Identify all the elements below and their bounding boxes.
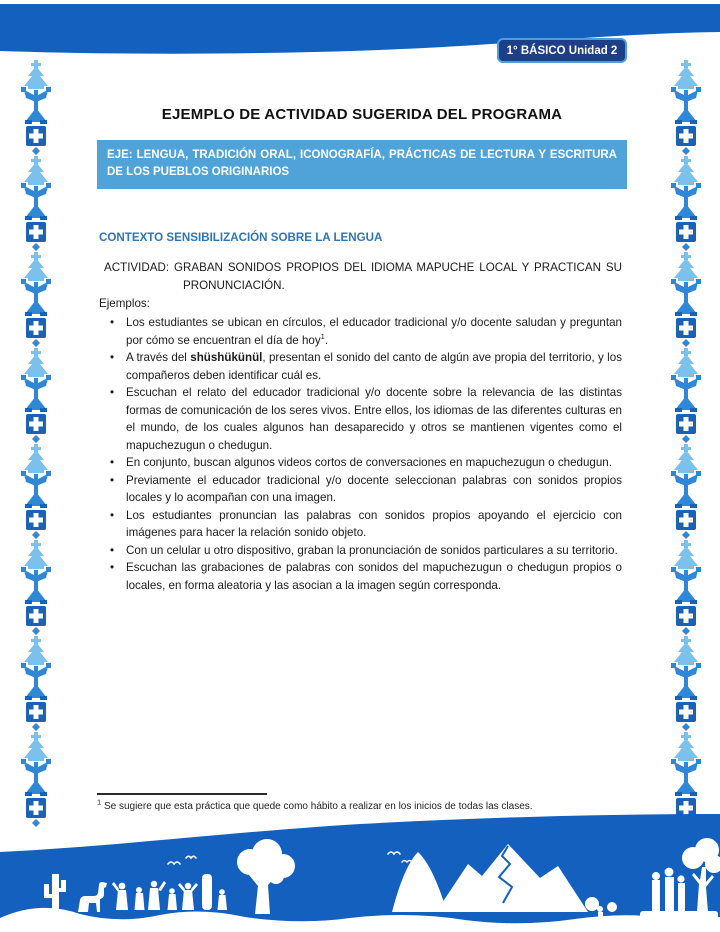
footnote-number: 1 xyxy=(97,797,102,807)
footnote-text: Se sugiere que esta práctica que quede como hábito a realizar en los inicios de todas las clases. xyxy=(101,801,533,812)
list-item-text: Escuchan las grabaciones de palabras con sonidos del mapuchezugun o chedugun propios o locales, en forma aleatoria y las asocian a la imagen según corresponda. xyxy=(126,561,622,592)
list-item xyxy=(104,472,622,507)
activity-line1: ACTIVIDAD: GRABAN SONIDOS PROPIOS DEL IDIOMA MAPUCHE LOCAL Y PRACTICAN SU xyxy=(104,261,622,274)
eje-banner xyxy=(97,140,627,189)
left-border-pattern xyxy=(16,60,56,830)
bullet-marker: • xyxy=(110,508,115,522)
list-item-text: A través del shüshükünül, presentan el sonido del canto de algún ave propia del territorio, y los compañeros deben identificar cuál es. xyxy=(126,351,622,382)
list-item xyxy=(104,314,622,349)
list-item xyxy=(104,454,622,472)
list-item xyxy=(104,542,622,560)
unit-badge xyxy=(497,38,627,63)
activity-line2: PRONUNCIACIÓN. xyxy=(183,278,285,292)
bullet-marker: • xyxy=(110,456,115,469)
list-item xyxy=(104,559,622,594)
eje-banner-text: EJE: LENGUA, TRADICIÓN ORAL, ICONOGRAFÍA, PRÁCTICAS DE LECTURA Y ESCRITURA DE LOS PUEBLOS ORIGINARIOS xyxy=(107,149,617,178)
bullet-marker: • xyxy=(110,351,115,364)
examples-list xyxy=(104,314,622,594)
unit-badge-label: 1° BÁSICO Unidad 2 xyxy=(506,44,618,57)
list-item xyxy=(104,507,622,542)
list-item-text: Los estudiantes se ubican en círculos, el educador tradicional y/o docente saludan y preguntan por cómo se encuentran el día de hoy$^1$. xyxy=(126,316,622,347)
footer-landscape-art xyxy=(0,812,720,932)
bullet-marker: • xyxy=(110,316,115,329)
footnote xyxy=(97,797,625,812)
context-heading: CONTEXTO SENSIBILIZACIÓN SOBRE LA LENGUA xyxy=(99,231,383,244)
list-item xyxy=(104,384,622,454)
list-item xyxy=(104,349,622,384)
bullet-marker: • xyxy=(110,561,115,574)
list-item-text: En conjunto, buscan algunos videos cortos de conversaciones en mapuchezugun o chedugun. xyxy=(126,456,612,469)
list-item-text: Los estudiantes pronuncian las palabras con sonidos propios apoyando el ejercicio con imágenes para hacer la relación sonido objeto. xyxy=(126,508,622,539)
list-item-text: Escuchan el relato del educador tradicional y/o docente sobre la relevancia de las distintas formas de comunicación de los seres vivos. Entre ellos, los idiomas de las diferentes culturas en el mundo, de los cuales algunos han desaparecido y otros se mantienen vigentes como el mapuchezugun o chedugun. xyxy=(126,386,622,452)
examples-label: Ejemplos: xyxy=(99,297,150,310)
bullet-marker: • xyxy=(110,543,115,557)
right-border-pattern xyxy=(666,60,706,830)
mapuche-term: shüshükünül xyxy=(190,351,263,364)
page-title: EJEMPLO DE ACTIVIDAD SUGERIDA DEL PROGRAMA xyxy=(161,106,563,123)
list-item-text: Con un celular u otro dispositivo, graban la pronunciación de sonidos particulares a su territorio. xyxy=(126,543,618,557)
footnote-separator xyxy=(97,793,267,795)
bullet-marker: • xyxy=(110,386,115,399)
activity-statement xyxy=(104,259,622,294)
list-item-text: Previamente el educador tradicional y/o docente seleccionan palabras con sonidos propios locales y lo acompañan con una imagen. xyxy=(126,473,622,504)
bullet-marker: • xyxy=(110,473,115,487)
footnote-ref: 1 xyxy=(320,331,325,341)
